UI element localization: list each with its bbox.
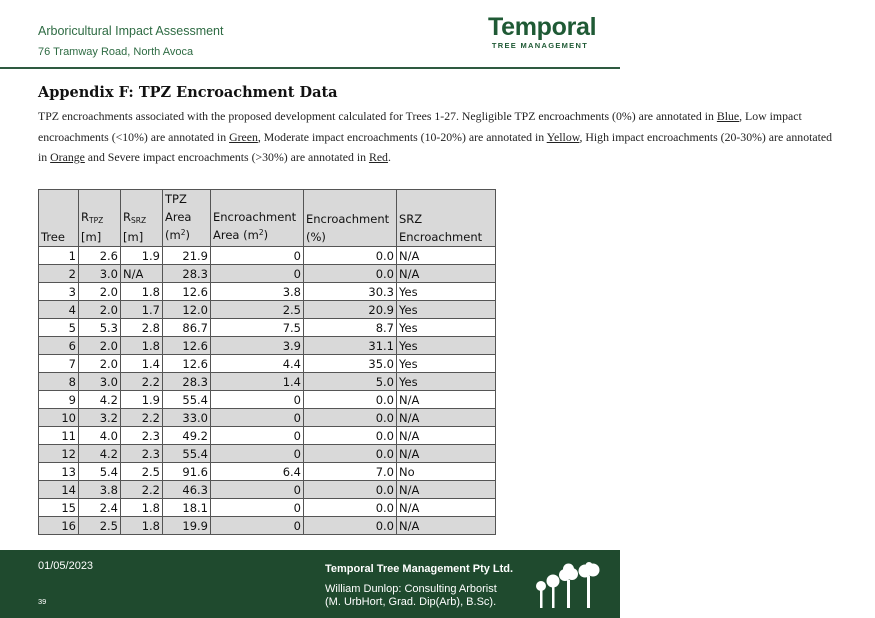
table-row: [39, 463, 496, 481]
cell-rsrz: 2.2: [121, 409, 163, 427]
cell-tree: 8: [39, 373, 79, 391]
table-row: [39, 301, 496, 319]
cell-encroachment-area: 0: [211, 427, 304, 445]
header-tpz-area: TPZ Area $(m^2)$: [163, 190, 211, 247]
legend-orange: Orange: [50, 150, 85, 164]
cell-encroachment-percent: 0.0: [304, 247, 397, 265]
page-title: Appendix F: TPZ Encroachment Data: [38, 84, 338, 101]
cell-srz: Yes: [397, 337, 496, 355]
cell-tree: 5: [39, 319, 79, 337]
header-title: Arboricultural Impact Assessment: [38, 24, 224, 38]
cell-rsrz: 1.7: [121, 301, 163, 319]
cell-rsrz: 1.8: [121, 283, 163, 301]
legend-green: Green: [229, 129, 258, 144]
table-row: [39, 499, 496, 517]
cell-encroachment-area: 1.4: [211, 373, 304, 391]
cell-tpz-area: 55.4: [163, 391, 211, 409]
cell-srz: Yes: [397, 355, 496, 373]
cell-encroachment-percent: 0.0: [304, 499, 397, 517]
footer-qualifications: (M. UrbHort, Grad. Dip(Arb), B.Sc).: [325, 596, 497, 608]
encroachment-table: [38, 189, 496, 535]
table-row: [39, 247, 496, 265]
cell-srz: N/A: [397, 517, 496, 535]
cell-tpz-area: 28.3: [163, 265, 211, 283]
intro-paragraph: [38, 106, 838, 168]
cell-srz: N/A: [397, 409, 496, 427]
cell-rtpz: 4.0: [79, 427, 121, 445]
cell-encroachment-percent: 8.7: [304, 319, 397, 337]
cell-encroachment-area: 0: [211, 499, 304, 517]
cell-tpz-area: 28.3: [163, 373, 211, 391]
cell-rtpz: 2.6: [79, 247, 121, 265]
cell-tree: 11: [39, 427, 79, 445]
intro-text-6: .: [387, 150, 391, 164]
legend-yellow: Yellow: [546, 129, 580, 144]
table-row: [39, 445, 496, 463]
cell-tpz-area: 55.4: [163, 445, 211, 463]
cell-tree: 3: [39, 283, 79, 301]
cell-rsrz: 2.3: [121, 445, 163, 463]
table-row: [39, 427, 496, 445]
cell-tree: 16: [39, 517, 79, 535]
footer-arborist: William Dunlop: Consulting Arborist: [325, 583, 497, 595]
logo-wordmark: Temporal: [488, 13, 597, 41]
cell-rsrz: 1.4: [121, 355, 163, 373]
cell-encroachment-area: 0: [211, 481, 304, 499]
cell-rsrz: N/A: [121, 265, 163, 283]
cell-srz: Yes: [397, 283, 496, 301]
table-row: [39, 355, 496, 373]
cell-tree: 4: [39, 301, 79, 319]
cell-tree: 9: [39, 391, 79, 409]
header-srz-encroachment: SRZ Encroachment: [397, 190, 496, 247]
header-rtpz: RTPZ [m]: [79, 190, 121, 247]
table-row: [39, 337, 496, 355]
cell-rtpz: 3.8: [79, 481, 121, 499]
company-logo: [488, 13, 597, 50]
intro-text-4: , High impact encroachments (20-30%) are annotated in: [38, 129, 833, 164]
cell-rtpz: 3.0: [79, 373, 121, 391]
cell-rtpz: 3.0: [79, 265, 121, 283]
cell-rsrz: 2.2: [121, 373, 163, 391]
table-header-row: [39, 190, 496, 247]
cell-encroachment-percent: 0.0: [304, 445, 397, 463]
cell-encroachment-percent: 0.0: [304, 265, 397, 283]
cell-rsrz: 1.8: [121, 337, 163, 355]
cell-rsrz: 2.3: [121, 427, 163, 445]
cell-rsrz: 1.9: [121, 391, 163, 409]
cell-srz: N/A: [397, 445, 496, 463]
table-row: [39, 517, 496, 535]
cell-encroachment-area: 3.8: [211, 283, 304, 301]
header-divider: [0, 67, 620, 69]
cell-tpz-area: 46.3: [163, 481, 211, 499]
cell-encroachment-percent: 0.0: [304, 427, 397, 445]
header-rsrz: RSRZ [m]: [121, 190, 163, 247]
cell-rtpz: 2.0: [79, 337, 121, 355]
cell-encroachment-area: 0: [211, 445, 304, 463]
cell-rtpz: 2.0: [79, 301, 121, 319]
cell-encroachment-area: 0: [211, 247, 304, 265]
cell-tree: 15: [39, 499, 79, 517]
cell-encroachment-percent: 7.0: [304, 463, 397, 481]
cell-tpz-area: 18.1: [163, 499, 211, 517]
intro-text-5: and Severe impact encroachments (>30%) are annotated in: [84, 150, 369, 164]
cell-encroachment-area: 0: [211, 409, 304, 427]
cell-tpz-area: 12.6: [163, 355, 211, 373]
header-address: 76 Tramway Road, North Avoca: [38, 46, 194, 58]
cell-tpz-area: 91.6: [163, 463, 211, 481]
cell-encroachment-area: 6.4: [211, 463, 304, 481]
cell-rtpz: 4.2: [79, 445, 121, 463]
cell-rtpz: 2.5: [79, 517, 121, 535]
page-footer: [0, 550, 620, 618]
cell-rtpz: 2.4: [79, 499, 121, 517]
legend-red: Red: [368, 150, 388, 164]
cell-srz: N/A: [397, 265, 496, 283]
table-row: [39, 373, 496, 391]
cell-tpz-area: 86.7: [163, 319, 211, 337]
cell-rsrz: 1.8: [121, 499, 163, 517]
cell-encroachment-percent: 5.0: [304, 373, 397, 391]
cell-srz: Yes: [397, 301, 496, 319]
cell-srz: N/A: [397, 427, 496, 445]
cell-tree: 12: [39, 445, 79, 463]
table-row: [39, 319, 496, 337]
footer-date: 01/05/2023: [38, 560, 94, 572]
cell-tree: 1: [39, 247, 79, 265]
cell-tree: 2: [39, 265, 79, 283]
cell-rsrz: 1.9: [121, 247, 163, 265]
cell-encroachment-area: 0: [211, 517, 304, 535]
cell-tpz-area: 12.6: [163, 337, 211, 355]
footer-company: Temporal Tree Management Pty Ltd.: [325, 563, 514, 575]
header-encroachment-area: Encroachment Area $(m^2)$: [211, 190, 304, 247]
cell-rsrz: 2.2: [121, 481, 163, 499]
cell-srz: Yes: [397, 373, 496, 391]
cell-rtpz: 2.0: [79, 283, 121, 301]
cell-srz: N/A: [397, 499, 496, 517]
cell-rtpz: 4.2: [79, 391, 121, 409]
cell-rtpz: 3.2: [79, 409, 121, 427]
cell-tree: 6: [39, 337, 79, 355]
cell-tree: 10: [39, 409, 79, 427]
cell-tree: 13: [39, 463, 79, 481]
cell-encroachment-area: 0: [211, 265, 304, 283]
cell-rtpz: 2.0: [79, 355, 121, 373]
table-row: [39, 391, 496, 409]
cell-encroachment-percent: 0.0: [304, 481, 397, 499]
cell-rtpz: 5.3: [79, 319, 121, 337]
cell-tree: 14: [39, 481, 79, 499]
cell-tree: 7: [39, 355, 79, 373]
cell-tpz-area: 33.0: [163, 409, 211, 427]
cell-tpz-area: 49.2: [163, 427, 211, 445]
cell-tpz-area: 21.9: [163, 247, 211, 265]
table-row: [39, 265, 496, 283]
cell-encroachment-area: 4.4: [211, 355, 304, 373]
cell-tpz-area: 12.0: [163, 301, 211, 319]
cell-tpz-area: 12.6: [163, 283, 211, 301]
cell-encroachment-area: 2.5: [211, 301, 304, 319]
page-number: 39: [38, 597, 47, 606]
logo-tagline: TREE MANAGEMENT: [491, 41, 589, 50]
cell-encroachment-area: 7.5: [211, 319, 304, 337]
cell-rsrz: 2.8: [121, 319, 163, 337]
cell-encroachment-percent: 0.0: [304, 517, 397, 535]
cell-encroachment-percent: 0.0: [304, 391, 397, 409]
table-row: [39, 409, 496, 427]
cell-srz: No: [397, 463, 496, 481]
intro-text-2: , Low impact encroachments (<10%) are annotated in: [38, 109, 802, 144]
cell-encroachment-area: 3.9: [211, 337, 304, 355]
cell-srz: N/A: [397, 391, 496, 409]
table-row: [39, 283, 496, 301]
table-row: [39, 481, 496, 499]
cell-srz: N/A: [397, 481, 496, 499]
cell-srz: N/A: [397, 247, 496, 265]
cell-encroachment-area: 0: [211, 391, 304, 409]
cell-encroachment-percent: 31.1: [304, 337, 397, 355]
intro-text-1: TPZ encroachments associated with the proposed development calculated for Trees 1-27. Negligible TPZ encroachments (0%) are annotated in: [38, 109, 717, 123]
cell-rsrz: 2.5: [121, 463, 163, 481]
cell-rtpz: 5.4: [79, 463, 121, 481]
cell-rsrz: 1.8: [121, 517, 163, 535]
cell-encroachment-percent: 0.0: [304, 409, 397, 427]
cell-encroachment-percent: 35.0: [304, 355, 397, 373]
cell-encroachment-percent: 20.9: [304, 301, 397, 319]
trees-icon: [534, 562, 606, 612]
legend-blue: Blue: [716, 109, 740, 123]
header-encroachment-percent: Encroachment (%): [304, 190, 397, 247]
header-tree: Tree: [39, 190, 79, 247]
cell-encroachment-percent: 30.3: [304, 283, 397, 301]
cell-tpz-area: 19.9: [163, 517, 211, 535]
intro-text-3: , Moderate impact encroachments (10-20%) are annotated in: [257, 129, 547, 144]
cell-srz: Yes: [397, 319, 496, 337]
